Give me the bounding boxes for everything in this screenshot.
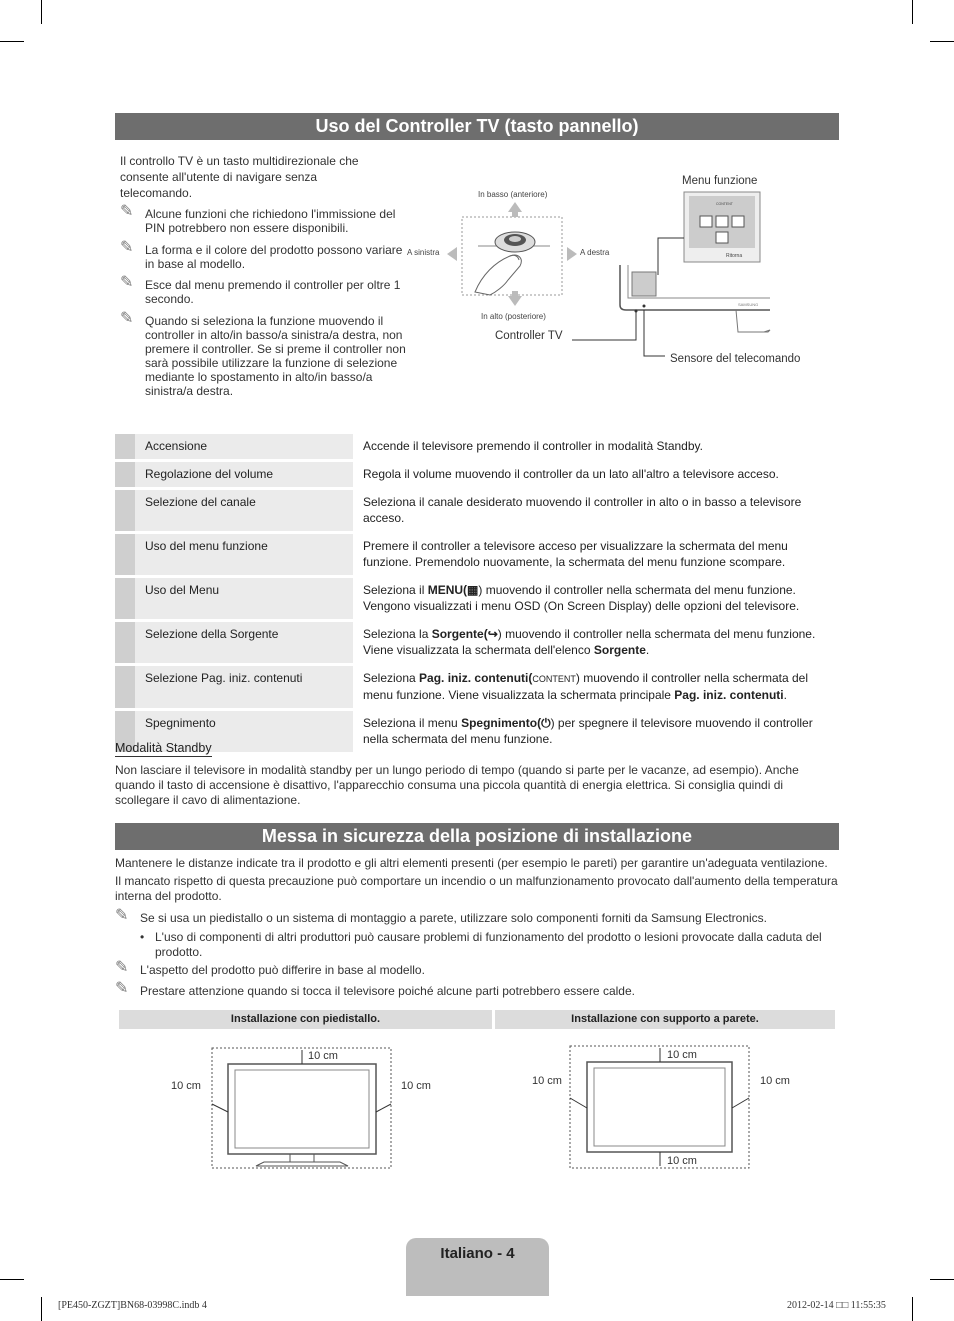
function-name: Selezione Pag. iniz. contenuti: [135, 666, 353, 708]
table-row: [115, 711, 839, 752]
safety-p2: Il mancato rispetto di questa precauzione può comportare un incendio o un malfunzionamento provocato dall'aumento della temperatura interna del prodotto.: [115, 874, 838, 903]
function-desc: Seleziona il canale desiderato muovendo il controller in alto o in basso a televisore acceso.: [363, 495, 802, 525]
standby-text: Non lasciare il televisore in modalità standby per un lungo periodo di tempo (quando si parte per le vacanze, ad esempio). Anche quando il tasto di accensione è disattivo, l'apparecchio consuma una piccola quantità di energia elettrica. Si consiglia quindi di scollegare il cavo di alimentazione.: [115, 763, 799, 807]
function-desc: Premere il controller a televisore acceso per visualizzare la schermata del menu funzione. Premendolo nuovamente, la schermata del menu funzione scompare.: [363, 539, 788, 569]
crop-mark: [912, 0, 913, 24]
function-name: Selezione del canale: [135, 490, 353, 531]
distance-left: 10 cm: [532, 1075, 562, 1087]
note: ✎ Esce dal menu premendo il controller per oltre 1 secondo.: [120, 274, 401, 306]
wall-install-diagram: [560, 1040, 760, 1170]
crop-mark: [41, 0, 42, 24]
safety-p1: Mantenere le distanze indicate tra il prodotto e gli altri elementi presenti (per esempio le pareti) per garantire un'adeguata ventilazione.: [115, 856, 828, 870]
pencil-note-icon: ✎: [120, 203, 134, 220]
menu-icon: ▦: [467, 583, 479, 597]
pencil-note-icon: ✎: [120, 239, 134, 256]
table-row: [115, 534, 839, 575]
stand-install-diagram: [200, 1040, 400, 1170]
function-name: Uso del menu funzione: [135, 534, 353, 575]
distance-top: 10 cm: [667, 1049, 697, 1061]
crop-mark: [930, 41, 954, 42]
label-down: In basso (anteriore): [478, 190, 548, 199]
label-controller-tv: Controller TV: [495, 330, 563, 342]
distance-top: 10 cm: [308, 1050, 338, 1062]
function-table: [115, 431, 839, 755]
distance-left: 10 cm: [171, 1080, 201, 1092]
pencil-note-icon: ✎: [115, 959, 129, 976]
standby-heading: Modalità Standby: [115, 741, 212, 755]
crop-mark: [0, 1279, 24, 1280]
pencil-note-icon: ✎: [115, 980, 129, 997]
function-desc: Accende il televisore premendo il controller in modalità Standby.: [363, 439, 703, 453]
function-desc: Seleziona il menu Spegnimento(⏻) per spegnere il televisore muovendo il controller nella schermata del menu funzione.: [363, 716, 813, 746]
controller-intro: Il controllo TV è un tasto multidirezionale che consente all'utente di navigare senza telecomando.: [120, 154, 359, 200]
label-right: A destra: [580, 248, 610, 257]
section-title-controller: Uso del Controller TV (tasto pannello): [115, 113, 839, 140]
controller-diagram: [400, 180, 820, 380]
function-desc: Seleziona il MENU(▦) muovendo il controller nella schermata del menu funzione. Vengono visualizzati i menu OSD (On Screen Display) delle opzioni del televisore.: [363, 583, 800, 613]
function-name: Regolazione del volume: [135, 462, 353, 487]
caption-wall: Installazione con supporto a parete.: [495, 1010, 835, 1029]
content-icon: CONTENT: [532, 674, 576, 684]
pencil-note-icon: ✎: [115, 907, 129, 924]
power-icon: ⏻: [541, 716, 551, 730]
pencil-note-icon: ✎: [120, 310, 134, 327]
brand-logo: SAMSUNG: [738, 302, 759, 307]
crop-mark: [912, 1297, 913, 1321]
distance-bottom: 10 cm: [667, 1155, 697, 1167]
table-row: [115, 462, 839, 487]
safety-note: ✎ Prestare attenzione quando si tocca il televisore poiché alcune parti potrebbero essere calde.: [115, 980, 635, 998]
label-sensor: Sensore del telecomando: [670, 353, 801, 365]
caption-stand: Installazione con piedistallo.: [119, 1010, 492, 1029]
table-row: [115, 666, 839, 708]
crop-mark: [41, 1297, 42, 1321]
label-left: A sinistra: [407, 248, 440, 257]
distance-right: 10 cm: [401, 1080, 431, 1092]
label-up: In alto (posteriore): [481, 312, 546, 321]
safety-note: ✎ L'aspetto del prodotto può differire in base al modello.: [115, 959, 425, 977]
function-desc: Seleziona la Sorgente(↪) muovendo il controller nella schermata del menu funzione. Viene visualizzata la schermata dell'elenco Sorgente.: [363, 627, 816, 657]
label-menu-funzione: Menu funzione: [682, 175, 758, 187]
section-title-safety: Messa in sicurezza della posizione di installazione: [115, 823, 839, 850]
safety-note: ✎ Se si usa un piedistallo o un sistema di montaggio a parete, utilizzare solo componenti forniti da Samsung Electronics.: [115, 907, 768, 925]
print-date: 2012-02-14 □□ 11:55:35: [787, 1300, 886, 1311]
table-row: [115, 490, 839, 531]
source-icon: ↪: [487, 627, 498, 641]
function-desc: Regola il volume muovendo il controller da un lato all'altro a televisore acceso.: [363, 467, 779, 481]
note: ✎ Quando si seleziona la funzione muovendo il controller in alto/in basso/a sinistra/a destra, non premere il controller. Se si preme il controller non sarà possibile utilizzare la funzione di selezione mediante lo spostamento in alto/in basso/a sinistra/a destra.: [120, 310, 406, 398]
distance-right: 10 cm: [760, 1075, 790, 1087]
table-row: [115, 578, 839, 619]
safety-bullet: • L'uso di componenti di altri produttori può causare problemi di funzionamento del prodotto o lesioni provocate dalla caduta del prodotto.: [140, 930, 822, 959]
function-name: Selezione della Sorgente: [135, 622, 353, 663]
function-name: Uso del Menu: [135, 578, 353, 619]
page-number-tab: Italiano - 4: [406, 1238, 549, 1296]
function-name: Spegnimento: [135, 711, 353, 752]
crop-mark: [930, 1279, 954, 1280]
table-row: [115, 622, 839, 663]
function-name: Accensione: [135, 434, 353, 459]
file-name: [PE450-ZGZT]BN68-03998C.indb 4: [58, 1300, 207, 1311]
note: ✎ La forma e il colore del prodotto possono variare in base al modello.: [120, 239, 403, 271]
return-label: Ritorna: [726, 253, 743, 259]
function-desc: Seleziona Pag. iniz. contenuti(CONTENT) muovendo il controller nella schermata del menu funzione. Viene visualizzata la schermata principale Pag. iniz. contenuti.: [363, 671, 809, 702]
pencil-note-icon: ✎: [120, 274, 134, 291]
table-row: [115, 434, 839, 459]
crop-mark: [0, 41, 24, 42]
note: ✎ Alcune funzioni che richiedono l'immissione del PIN potrebbero non essere disponibili.: [120, 203, 396, 235]
content-icon: CONTENT: [716, 202, 733, 206]
bullet-icon: •: [140, 930, 145, 944]
